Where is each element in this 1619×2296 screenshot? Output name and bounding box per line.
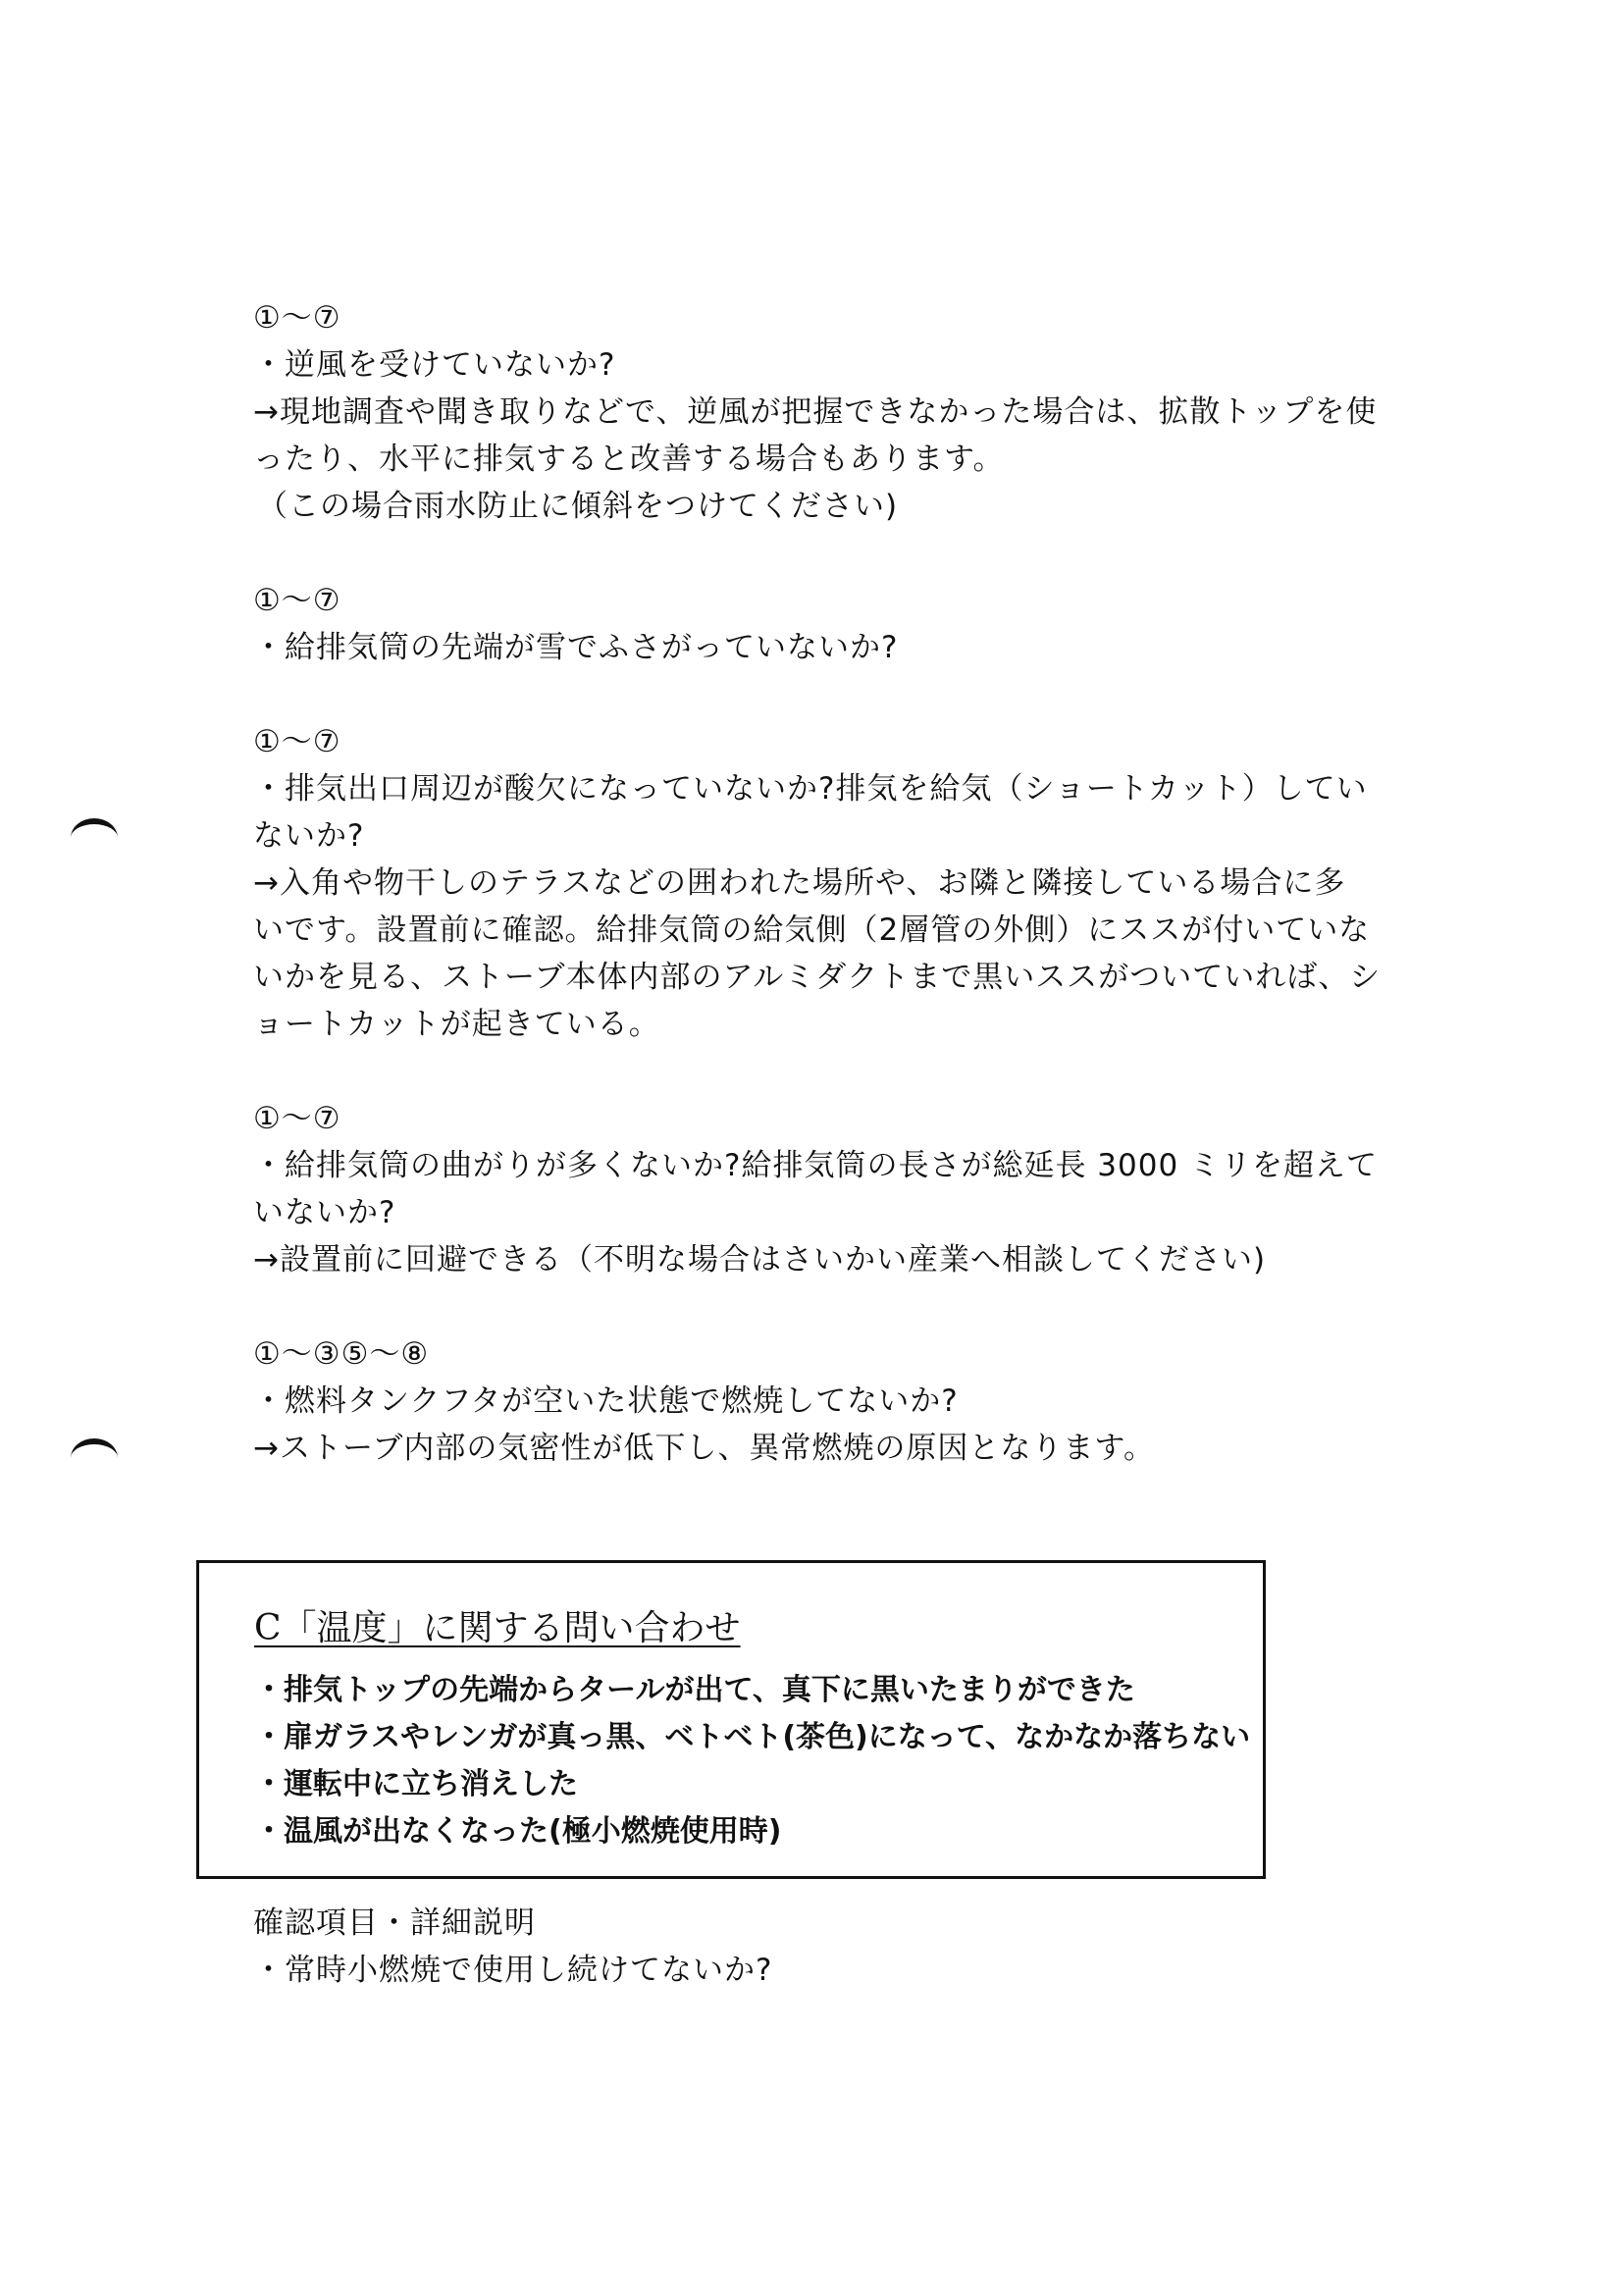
punch-hole-mark-top — [71, 818, 118, 838]
section-line: →ストーブ内部の気密性が低下し、異常燃焼の原因となります。 — [253, 1431, 1155, 1466]
section-line: いないか? — [253, 1195, 396, 1230]
section-line: ・排気出口周辺が酸欠になっていないか?排気を給気（ショートカット）してい — [253, 771, 1368, 807]
detail-line: ・常時小燃焼で使用し続けてないか? — [253, 1953, 773, 1988]
section-line: →現地調査や聞き取りなどで、逆風が把握できなかった場合は、拡散トップを使 — [253, 394, 1378, 430]
section-line: ・給排気筒の曲がりが多くないか?給排気筒の長さが総延長 3000 ミリを超えて — [253, 1148, 1379, 1183]
section-line: →設置前に回避できる（不明な場合はさいかい産業へ相談してください) — [253, 1242, 1267, 1278]
section-line: →入角や物干しのテラスなどの囲われた場所や、お隣と隣接している場合に多 — [253, 865, 1346, 901]
section-range: ①〜⑦ — [253, 300, 341, 336]
check-section — [253, 1095, 1391, 1283]
punch-hole-mark-bottom — [71, 1438, 118, 1458]
check-section — [253, 294, 1391, 530]
section-range: ①〜③⑤〜⑧ — [253, 1336, 430, 1372]
checklist-content — [253, 294, 1391, 1519]
detail-heading: 確認項目・詳細説明 — [253, 1905, 536, 1941]
check-section — [253, 1331, 1391, 1472]
section-line: ったり、水平に排気すると改善する場合もあります。 — [253, 442, 1005, 477]
box-item: ・運転中に立ち消えした — [254, 1767, 578, 1801]
box-item: ・扉ガラスやレンガが真っ黒、ベトベト(茶色)になって、なかなか落ちない — [254, 1720, 1251, 1754]
check-section — [253, 718, 1391, 1048]
section-range: ①〜⑦ — [253, 583, 341, 618]
section-line: いかを見る、ストーブ本体内部のアルミダクトまで黒いススがついていれば、シ — [253, 960, 1382, 995]
section-line: ・給排気筒の先端が雪でふさがっていないか? — [253, 630, 899, 665]
box-item-list — [254, 1667, 1250, 1855]
section-line: ョートカットが起きている。 — [253, 1007, 660, 1042]
temperature-inquiry-box — [196, 1560, 1266, 1879]
section-range: ①〜⑦ — [253, 1101, 341, 1136]
box-item: ・温風が出なくなった(極小燃焼使用時) — [254, 1814, 782, 1849]
box-title: C「温度」に関する問い合わせ — [254, 1608, 741, 1648]
section-range: ①〜⑦ — [253, 724, 341, 759]
section-line: いです。設置前に確認。給排気筒の給気側（2層管の外側）にススが付いていな — [253, 913, 1371, 948]
section-line: ないか? — [253, 818, 365, 854]
section-line: ・燃料タンクフタが空いた状態で燃焼してないか? — [253, 1383, 959, 1419]
check-section — [253, 577, 1391, 671]
section-line: （この場合雨水防止に傾斜をつけてください) — [257, 489, 899, 524]
box-item: ・排気トップの先端からタールが出て、真下に黒いたまりができた — [254, 1673, 1135, 1707]
section-line: ・逆風を受けていないか? — [253, 347, 616, 383]
detail-section — [253, 1900, 772, 1994]
